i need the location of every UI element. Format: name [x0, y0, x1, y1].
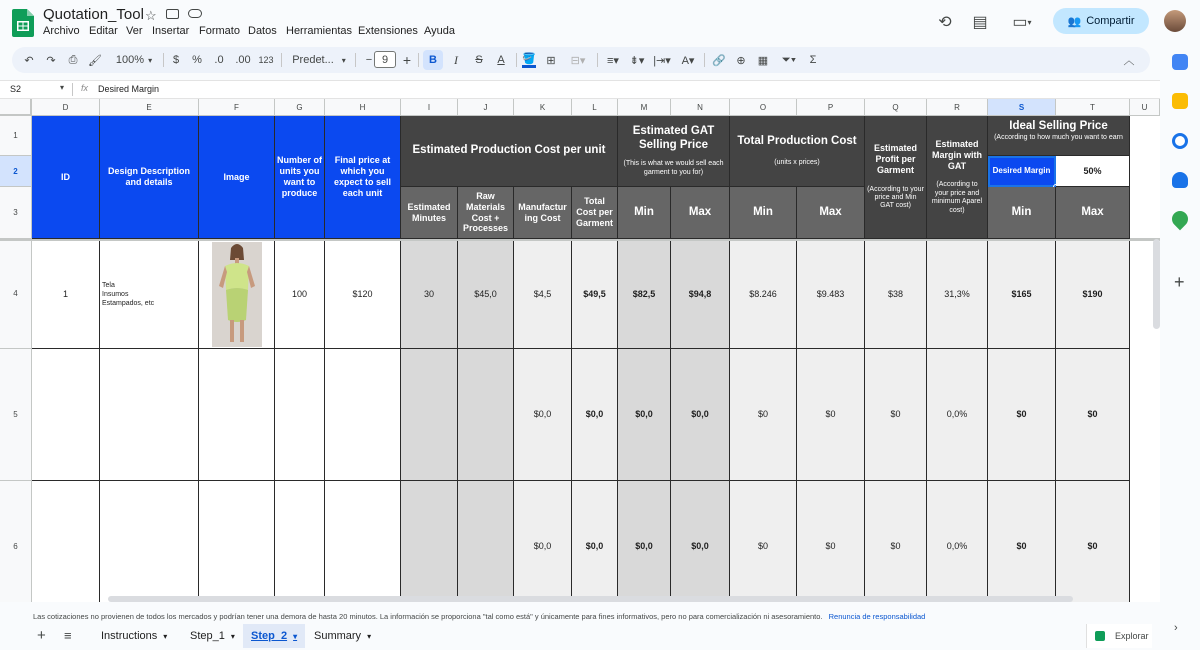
- sheet-tab-step2[interactable]: [243, 624, 305, 648]
- design-line: Tela: [102, 281, 115, 289]
- keep-icon[interactable]: [1172, 93, 1188, 109]
- sheets-logo-icon[interactable]: [12, 9, 34, 37]
- formula-input[interactable]: Desired Margin: [98, 84, 160, 94]
- move-folder-icon[interactable]: [166, 9, 179, 19]
- cell-units[interactable]: 100: [275, 241, 325, 349]
- sheet-tab-step1[interactable]: [182, 624, 243, 648]
- menu-archivo[interactable]: Archivo: [43, 25, 80, 37]
- column-header-p[interactable]: P: [797, 99, 865, 116]
- tasks-icon[interactable]: [1172, 133, 1188, 149]
- header-units[interactable]: Number of units you want to produce: [275, 116, 325, 239]
- explore-icon: [1095, 631, 1105, 641]
- cell-ideal-min[interactable]: $165: [988, 241, 1056, 349]
- cell-tp-max[interactable]: $9.483: [797, 241, 865, 349]
- cell-gat-min[interactable]: $0,0: [618, 481, 671, 602]
- font-family-select[interactable]: Predet... ▾: [292, 54, 346, 66]
- menu-extensiones[interactable]: Extensiones: [358, 25, 418, 37]
- text-wrap-icon[interactable]: |⇥▾: [653, 54, 671, 67]
- font-size-input[interactable]: 9: [374, 51, 396, 68]
- cell-margin[interactable]: 31,3%: [927, 241, 988, 349]
- cell-ideal-min[interactable]: $0: [988, 349, 1056, 481]
- disclaimer-link[interactable]: Renuncia de responsabilidad: [828, 612, 926, 621]
- column-header-f[interactable]: F: [199, 99, 275, 116]
- share-button[interactable]: [1053, 8, 1149, 34]
- document-title[interactable]: Quotation_Tool: [43, 6, 144, 23]
- row-header-3[interactable]: 3: [0, 187, 32, 239]
- toolbar: [12, 47, 1150, 73]
- column-header-s[interactable]: S: [988, 99, 1056, 116]
- borders-icon[interactable]: ⊞: [546, 54, 556, 67]
- contacts-icon[interactable]: [1172, 172, 1188, 188]
- menu-ver[interactable]: Ver: [126, 25, 143, 37]
- paint-format-icon[interactable]: 🖌: [88, 54, 102, 67]
- row-header-5[interactable]: 5: [0, 349, 32, 481]
- fx-icon: fx: [81, 83, 89, 93]
- cell-ideal-max[interactable]: $0: [1056, 481, 1130, 602]
- cell-gat-min[interactable]: $82,5: [618, 241, 671, 349]
- menu-insertar[interactable]: Insertar: [152, 25, 190, 37]
- number-format-button[interactable]: 123: [258, 55, 274, 65]
- font-name: Predet...: [292, 54, 334, 66]
- column-header-g[interactable]: G: [275, 99, 325, 116]
- column-header-l[interactable]: L: [572, 99, 618, 116]
- cell-final-price[interactable]: [325, 481, 401, 602]
- fill-color-icon[interactable]: 🪣: [520, 47, 538, 73]
- header-profit[interactable]: [865, 116, 927, 239]
- cell-id[interactable]: 1: [32, 241, 100, 349]
- cell-raw[interactable]: $45,0: [458, 241, 514, 349]
- row-header-2[interactable]: 2: [0, 156, 32, 187]
- sheet-tab-label: Step_2: [251, 630, 288, 642]
- cell-total[interactable]: $0,0: [572, 481, 618, 602]
- show-side-panel-icon[interactable]: ›: [1174, 622, 1178, 634]
- explore-label: Explorar: [1115, 631, 1149, 641]
- cell-final-price[interactable]: $120: [325, 241, 401, 349]
- cell-units[interactable]: [275, 481, 325, 602]
- header-ideal[interactable]: [988, 116, 1130, 156]
- column-header-m[interactable]: M: [618, 99, 671, 116]
- dress-product-image: [212, 242, 262, 347]
- increase-decimal-button[interactable]: .00: [235, 54, 251, 66]
- currency-format-button[interactable]: $: [172, 54, 180, 66]
- people-icon: 👥: [1067, 15, 1082, 28]
- strikethrough-button[interactable]: S: [475, 54, 483, 66]
- cloud-status-icon[interactable]: [188, 9, 202, 18]
- cell-gat-max[interactable]: $0,0: [671, 349, 730, 481]
- header-ideal-min[interactable]: Min: [988, 187, 1056, 239]
- cell-id[interactable]: [32, 349, 100, 481]
- header-image[interactable]: Image: [199, 116, 275, 239]
- row-header-6[interactable]: 6: [0, 481, 32, 602]
- cell-manuf[interactable]: $4,5: [514, 241, 572, 349]
- column-header-e[interactable]: E: [100, 99, 199, 116]
- insert-link-icon[interactable]: 🔗: [712, 54, 726, 67]
- row-header-1[interactable]: 1: [0, 116, 32, 156]
- header-tp-max[interactable]: Max: [797, 187, 865, 239]
- cell-profit[interactable]: $0: [865, 481, 927, 602]
- ideal-title: Ideal Selling Price: [1009, 120, 1108, 132]
- percent-format-button[interactable]: %: [192, 54, 202, 66]
- ideal-note: (According to how much you want to earn: [994, 133, 1123, 141]
- sheet-tab-bar: [0, 624, 1160, 650]
- cell-tp-max[interactable]: $0: [797, 481, 865, 602]
- column-header-k[interactable]: K: [514, 99, 572, 116]
- header-gat-min[interactable]: Min: [618, 187, 671, 239]
- header-gat-price[interactable]: [618, 116, 730, 187]
- column-header-n[interactable]: N: [671, 99, 730, 116]
- header-id[interactable]: ID: [32, 116, 100, 239]
- italic-button[interactable]: I: [454, 52, 458, 67]
- column-header-d[interactable]: D: [32, 99, 100, 116]
- menu-formato[interactable]: Formato: [199, 25, 240, 37]
- header-ideal-max[interactable]: Max: [1056, 187, 1130, 239]
- zoom-value: 100%: [115, 54, 145, 66]
- cell-tp-min[interactable]: $0: [730, 481, 797, 602]
- explore-button[interactable]: [1086, 624, 1152, 648]
- column-header-o[interactable]: O: [730, 99, 797, 116]
- name-box[interactable]: S2: [10, 84, 22, 94]
- profit-title: Estimated Profit per Garment: [873, 143, 917, 175]
- sheet-menu-icon: ▾: [230, 631, 235, 641]
- font-size-plus-button[interactable]: +: [402, 52, 412, 68]
- horizontal-scrollbar[interactable]: [108, 596, 1073, 602]
- spreadsheet-grid: [0, 99, 1160, 602]
- vertical-scrollbar[interactable]: [1153, 239, 1160, 329]
- header-gat-max[interactable]: Max: [671, 187, 730, 239]
- column-header-h[interactable]: H: [325, 99, 401, 116]
- cell-minutes[interactable]: [401, 481, 458, 602]
- undo-icon[interactable]: ↶: [24, 54, 34, 67]
- design-line: Insumos: [102, 290, 129, 298]
- header-manufacturing[interactable]: Manufactur ing Cost: [514, 187, 572, 239]
- comments-icon[interactable]: ▤: [972, 14, 988, 31]
- collapse-menus-icon[interactable]: ︿: [1123, 55, 1135, 67]
- column-header-r[interactable]: R: [927, 99, 988, 116]
- cell-manuf[interactable]: $0,0: [514, 481, 572, 602]
- text-color-button[interactable]: A: [497, 54, 505, 66]
- sheet-menu-icon: ▾: [163, 631, 168, 641]
- cell-id[interactable]: [32, 481, 100, 602]
- sheet-menu-icon: ▾: [367, 631, 372, 641]
- column-header-u[interactable]: U: [1130, 99, 1160, 116]
- header-est-prod-cost[interactable]: Estimated Production Cost per unit: [401, 116, 618, 187]
- calendar-icon[interactable]: [1172, 54, 1188, 70]
- insert-comment-icon[interactable]: ⊕: [736, 54, 746, 67]
- functions-icon[interactable]: Σ: [809, 54, 817, 66]
- cell-minutes[interactable]: [401, 349, 458, 481]
- sheet-tab-summary[interactable]: [306, 624, 379, 648]
- column-header-i[interactable]: I: [401, 99, 458, 116]
- header-margin[interactable]: [927, 116, 988, 239]
- add-sheet-icon[interactable]: +: [37, 627, 46, 644]
- menu-datos[interactable]: Datos: [248, 25, 277, 37]
- disclaimer-text: Las cotizaciones no provienen de todos los mercados y podrían tener una demora de hasta 20 minutos. La información se proporciona "tal como está" y únicamente para fines informativos, pero no para comercialización ni asesoramiento.: [33, 612, 823, 621]
- total-prod-title: Total Production Cost: [737, 134, 857, 147]
- margin-note: (According to your price and minimum Aparel cost): [931, 181, 983, 214]
- cell-design[interactable]: [100, 481, 199, 602]
- sheet-tab-label: Step_1: [190, 630, 225, 642]
- meet-icon[interactable]: ▭ ▾: [1012, 14, 1032, 31]
- cell-design[interactable]: [100, 241, 199, 349]
- vertical-align-icon[interactable]: ⇟▾: [629, 54, 645, 67]
- cell-profit[interactable]: $38: [865, 241, 927, 349]
- app-header: [0, 0, 1160, 46]
- sheet-menu-icon: ▾: [293, 631, 298, 641]
- cell-raw[interactable]: [458, 481, 514, 602]
- history-icon[interactable]: ⟲: [938, 14, 952, 31]
- cell-final-price[interactable]: [325, 349, 401, 481]
- cell-total[interactable]: $49,5: [572, 241, 618, 349]
- horizontal-align-icon[interactable]: ≡▾: [607, 54, 619, 67]
- cell-image[interactable]: [199, 349, 275, 481]
- profit-note: (According to your price and Min GAT cost): [867, 185, 924, 210]
- desired-margin-value-cell[interactable]: 50%: [1056, 156, 1130, 187]
- all-sheets-icon[interactable]: ≡: [64, 628, 72, 643]
- header-total-prod[interactable]: [730, 116, 865, 187]
- cell-margin[interactable]: 0,0%: [927, 349, 988, 481]
- cell-gat-min[interactable]: $0,0: [618, 349, 671, 481]
- total-prod-note: (units x prices): [774, 158, 820, 166]
- gat-price-note: (This is what we would sell each garment to you for): [623, 160, 724, 176]
- cell-tp-max[interactable]: $0: [797, 349, 865, 481]
- cell-ideal-max[interactable]: $0: [1056, 349, 1130, 481]
- design-line: Estampados, etc: [102, 300, 155, 308]
- star-icon[interactable]: ☆: [145, 8, 157, 23]
- sheet-tab-label: Summary: [314, 630, 362, 642]
- cell-raw[interactable]: [458, 349, 514, 481]
- cell-units[interactable]: [275, 349, 325, 481]
- header-final-price[interactable]: Final price at which you expect to sell each unit: [325, 116, 401, 239]
- redo-icon[interactable]: ↷: [46, 54, 56, 67]
- cell-ideal-min[interactable]: $0: [988, 481, 1056, 602]
- insert-chart-icon[interactable]: ▦: [757, 54, 769, 67]
- menu-ayuda[interactable]: Ayuda: [424, 25, 455, 37]
- decrease-decimal-button[interactable]: .0: [214, 54, 224, 66]
- cell-design[interactable]: [100, 349, 199, 481]
- cell-gat-max[interactable]: $94,8: [671, 241, 730, 349]
- zoom-select[interactable]: 100% ▾: [115, 54, 153, 66]
- merge-cells-icon[interactable]: ⊟▾: [570, 54, 586, 67]
- menu-herramientas[interactable]: Herramientas: [286, 25, 353, 37]
- cell-ideal-max[interactable]: $190: [1056, 241, 1130, 349]
- header-design[interactable]: Design Description and details: [100, 116, 199, 239]
- cell-tp-min[interactable]: $0: [730, 349, 797, 481]
- column-header-q[interactable]: Q: [865, 99, 927, 116]
- row-header-4[interactable]: 4: [0, 239, 32, 349]
- sheet-tab-label: Instructions: [101, 630, 158, 642]
- market-disclaimer: [0, 609, 1160, 624]
- menu-editar[interactable]: Editar: [89, 25, 118, 37]
- cell-tp-min[interactable]: $8.246: [730, 241, 797, 349]
- bold-button[interactable]: B: [423, 50, 443, 70]
- cell-image[interactable]: [199, 241, 275, 349]
- name-box-dropdown-icon[interactable]: ▾: [60, 83, 65, 92]
- filter-icon[interactable]: ⏷▾: [781, 53, 797, 66]
- margin-title: Estimated Margin with GAT: [932, 139, 982, 171]
- gat-price-title: Estimated GAT Selling Price: [632, 124, 715, 151]
- print-icon[interactable]: ⎙: [68, 53, 78, 66]
- cell-total[interactable]: $0,0: [572, 349, 618, 481]
- formula-bar: [0, 80, 1160, 99]
- cell-profit[interactable]: $0: [865, 349, 927, 481]
- column-header-t[interactable]: T: [1056, 99, 1130, 116]
- font-size-minus-button[interactable]: −: [365, 54, 373, 66]
- column-header-j[interactable]: J: [458, 99, 514, 116]
- cell-gat-max[interactable]: $0,0: [671, 481, 730, 602]
- cell-manuf[interactable]: $0,0: [514, 349, 572, 481]
- desired-margin-label-cell[interactable]: Desired Margin: [988, 156, 1056, 187]
- select-all-corner[interactable]: [0, 99, 32, 116]
- cell-margin[interactable]: 0,0%: [927, 481, 988, 602]
- share-label: Compartir: [1086, 15, 1135, 27]
- cell-image[interactable]: [199, 481, 275, 602]
- header-total-cost[interactable]: Total Cost per Garment: [572, 187, 618, 239]
- header-raw-materials[interactable]: Raw Materials Cost + Processes: [458, 187, 514, 239]
- add-addon-icon[interactable]: +: [1174, 272, 1185, 292]
- header-est-minutes[interactable]: Estimated Minutes: [401, 187, 458, 239]
- cell-minutes[interactable]: 30: [401, 241, 458, 349]
- header-tp-min[interactable]: Min: [730, 187, 797, 239]
- avatar[interactable]: [1164, 10, 1186, 32]
- sheet-tab-instructions[interactable]: [93, 624, 175, 648]
- text-rotation-icon[interactable]: A▾: [681, 54, 695, 67]
